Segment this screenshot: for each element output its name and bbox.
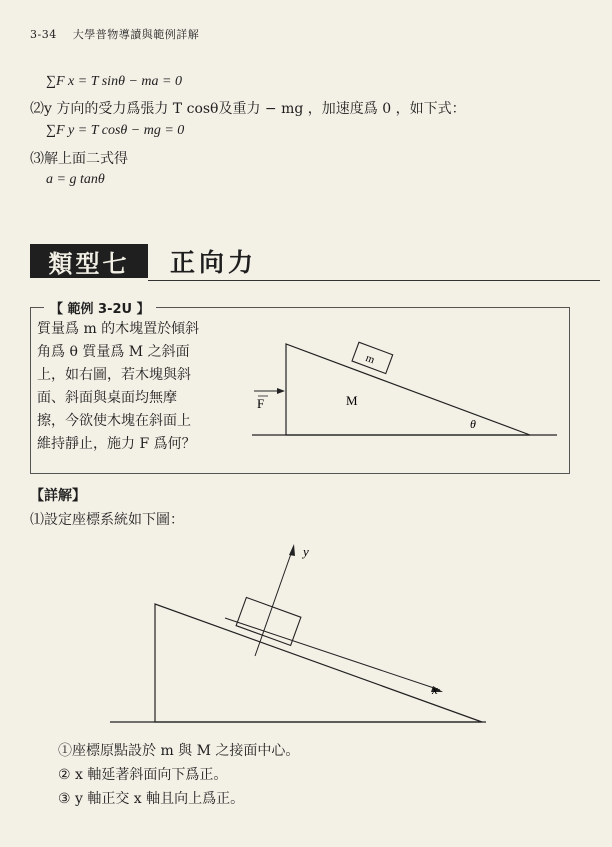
section-tag: 類型七 xyxy=(30,244,148,278)
problem-line: 面、斜面與桌面均無摩 xyxy=(37,390,177,406)
problem-line: 質量爲 m 的木塊置於傾斜 xyxy=(37,321,200,337)
equation-sum-fy: ∑F y = T cosθ − mg = 0 xyxy=(46,123,185,138)
y-axis-arrowhead xyxy=(289,544,295,556)
solution-heading: 【詳解】 xyxy=(30,488,86,504)
item-2-text: y 方向的受力爲張力 T cosθ及重力 − mg ，加速度爲 0 ，如下式： xyxy=(44,101,466,117)
equation-sum-fx: ∑F x = T sinθ − ma = 0 xyxy=(46,74,182,89)
block-m xyxy=(352,342,393,373)
angle-label: θ xyxy=(470,417,476,431)
solution-note: ③ y 軸正交 x 軸且向上爲正。 xyxy=(58,791,245,807)
page-number: 3-34 xyxy=(30,28,57,41)
solution-step-1: ⑴設定座標系統如下圖： xyxy=(30,512,184,528)
block-label: m xyxy=(363,352,377,367)
solution-note: ② x 軸延著斜面向下爲正。 xyxy=(58,767,228,783)
force-arrowhead xyxy=(277,388,285,394)
coordinate-block xyxy=(236,597,301,645)
problem-line: 擦，今欲使木塊在斜面上 xyxy=(37,413,191,429)
force-label: F xyxy=(257,396,265,411)
incline xyxy=(155,604,482,722)
problem-line: 維持靜止，施力 F 爲何？ xyxy=(37,436,196,452)
problem-line: 上，如右圖，若木塊與斜 xyxy=(37,367,191,383)
solution-note: ①座標原點設於 m 與 M 之接面中心。 xyxy=(58,743,300,759)
book-title: 大學普物導讀與範例詳解 xyxy=(72,28,200,41)
section-title: 正向力 xyxy=(170,248,258,277)
y-axis-label: y xyxy=(303,544,309,559)
x-axis xyxy=(225,618,440,690)
problem-line: 角爲 θ 質量爲 M 之斜面 xyxy=(37,344,190,360)
item-2-number: ⑵ xyxy=(30,101,44,117)
wedge xyxy=(286,344,530,435)
item-3: ⑶解上面二式得 xyxy=(30,151,128,167)
equation-result: a = g tanθ xyxy=(46,172,105,187)
wedge-label: M xyxy=(346,393,358,408)
example-label: 【 範例 3-2U 】 xyxy=(44,298,156,317)
x-axis-label: x xyxy=(432,682,438,697)
